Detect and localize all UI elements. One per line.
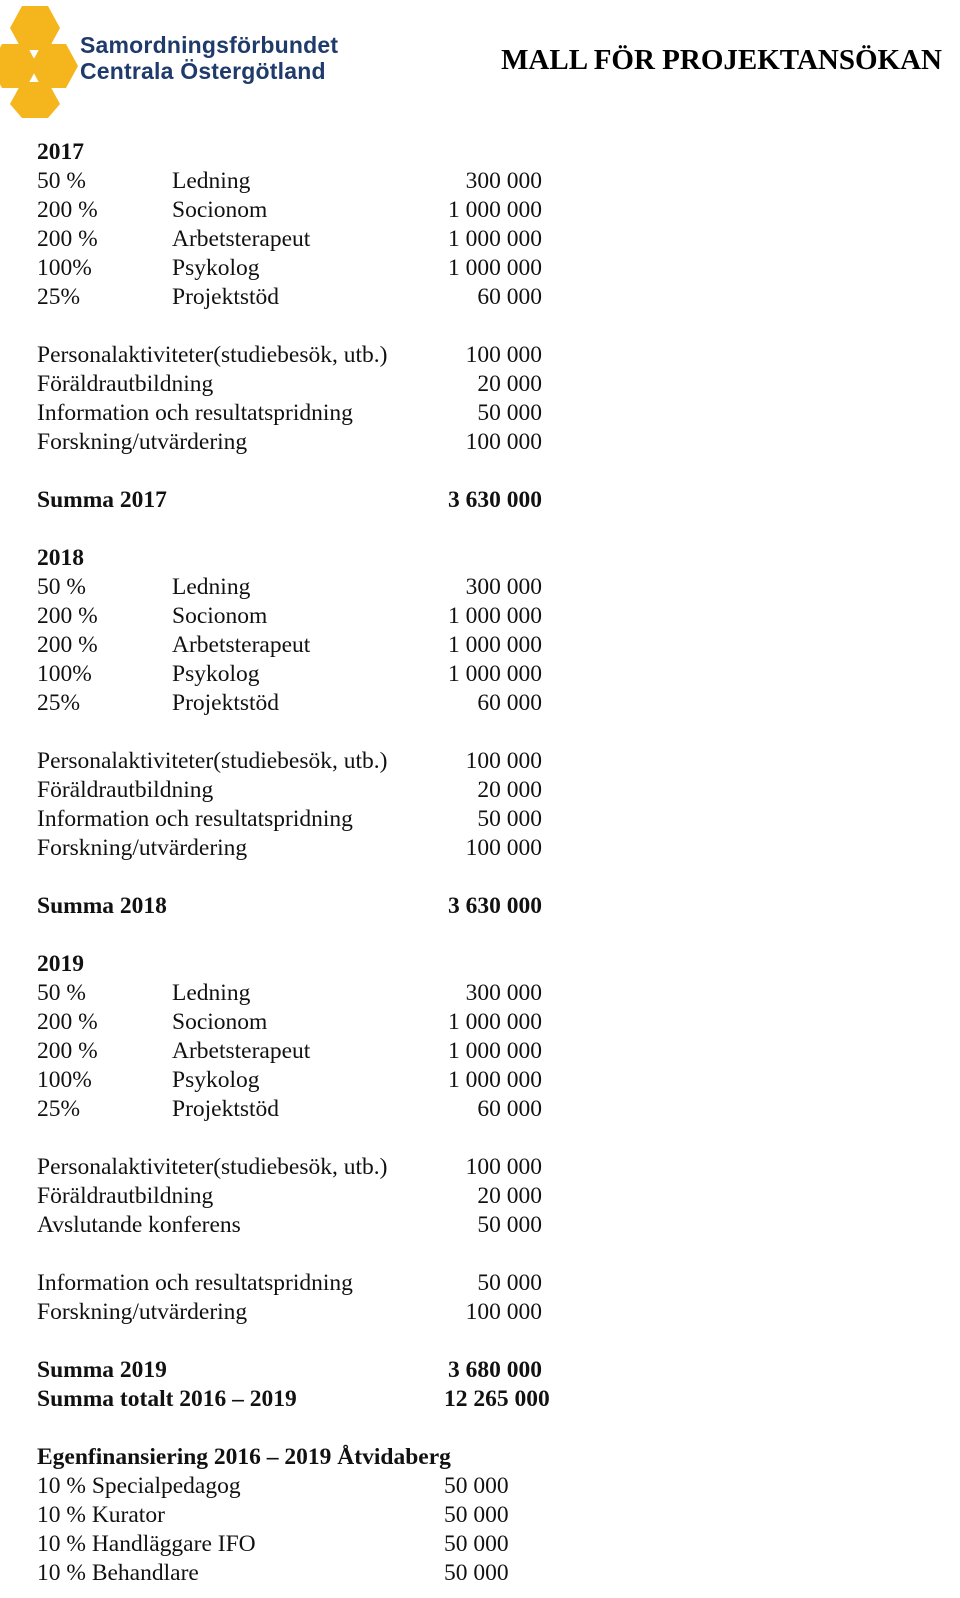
cost-row <box>37 1269 637 1298</box>
staff-percent: 25% <box>37 690 81 716</box>
cost-amount: 20 000 <box>477 777 542 803</box>
staff-amount: 60 000 <box>477 690 542 716</box>
staff-amount: 1 000 000 <box>448 255 542 281</box>
self-financing-row <box>37 1530 637 1559</box>
cost-amount: 50 000 <box>477 1212 542 1238</box>
staff-amount: 1 000 000 <box>448 1067 542 1093</box>
year-sum-row <box>37 892 637 921</box>
staff-role: Ledning <box>172 574 251 600</box>
self-financing-heading: Egenfinansiering 2016 – 2019 Åtvidaberg <box>37 1444 451 1470</box>
staff-amount: 1 000 000 <box>448 1009 542 1035</box>
cost-row <box>37 1298 637 1327</box>
cost-label: Föräldrautbildning <box>37 1183 214 1209</box>
cost-label: Forskning/utvärdering <box>37 1299 248 1325</box>
spacer <box>37 1240 637 1269</box>
page-header <box>0 0 960 130</box>
cost-amount: 100 000 <box>465 835 542 861</box>
sum-label: Summa 2019 <box>37 1357 167 1383</box>
staff-role: Socionom <box>172 1009 268 1035</box>
cost-label: Personalaktiviteter(studiebesök, utb.) <box>37 748 388 774</box>
cost-row <box>37 341 637 370</box>
cost-row <box>37 776 637 805</box>
staff-percent: 100% <box>37 661 92 687</box>
staff-amount: 300 000 <box>465 574 542 600</box>
self-financing-row <box>37 1559 637 1588</box>
cost-label: Information och resultatspridning <box>37 400 353 426</box>
logo-line-2: Centrala Östergötland <box>80 58 326 84</box>
sum-label: Summa 2018 <box>37 893 167 919</box>
cost-amount: 100 000 <box>465 1154 542 1180</box>
cost-row <box>37 370 637 399</box>
staff-percent: 200 % <box>37 1009 98 1035</box>
cost-amount: 50 000 <box>477 1270 542 1296</box>
staff-role: Projektstöd <box>172 1096 280 1122</box>
spacer <box>37 718 637 747</box>
staff-percent: 200 % <box>37 1038 98 1064</box>
spacer <box>37 921 637 950</box>
total-amount: 12 265 000 <box>444 1386 550 1412</box>
staff-row <box>37 167 637 196</box>
logo-wordmark <box>80 32 338 84</box>
staff-row <box>37 979 637 1008</box>
cost-row <box>37 747 637 776</box>
cost-amount: 20 000 <box>477 1183 542 1209</box>
spacer <box>37 515 637 544</box>
staff-percent: 200 % <box>37 226 98 252</box>
staff-amount: 1 000 000 <box>448 632 542 658</box>
staff-row <box>37 254 637 283</box>
spacer <box>37 1327 637 1356</box>
staff-role: Arbetsterapeut <box>172 226 311 252</box>
staff-row <box>37 1066 637 1095</box>
self-financing-label: 10 % Specialpedagog <box>37 1473 241 1499</box>
staff-role: Projektstöd <box>172 690 280 716</box>
staff-percent: 50 % <box>37 980 86 1006</box>
self-financing-amount: 50 000 <box>444 1560 509 1586</box>
staff-amount: 300 000 <box>465 168 542 194</box>
cost-amount: 100 000 <box>465 1299 542 1325</box>
staff-row <box>37 631 637 660</box>
staff-row <box>37 573 637 602</box>
spacer <box>37 457 637 486</box>
staff-role: Projektstöd <box>172 284 280 310</box>
sum-amount: 3 630 000 <box>448 893 542 919</box>
cost-label: Information och resultatspridning <box>37 1270 353 1296</box>
self-financing-label: 10 % Handläggare IFO <box>37 1531 256 1557</box>
self-financing-row <box>37 1501 637 1530</box>
spacer <box>37 1414 637 1443</box>
staff-amount: 60 000 <box>477 1096 542 1122</box>
staff-percent: 200 % <box>37 197 98 223</box>
spacer <box>37 863 637 892</box>
cost-label: Information och resultatspridning <box>37 806 353 832</box>
sum-amount: 3 680 000 <box>448 1357 542 1383</box>
year-sum-row <box>37 486 637 515</box>
staff-percent: 200 % <box>37 603 98 629</box>
self-financing-label: 10 % Kurator <box>37 1502 165 1528</box>
cost-label: Forskning/utvärdering <box>37 429 248 455</box>
document-title: MALL FÖR PROJEKTANSÖKAN <box>501 44 942 76</box>
self-financing-amount: 50 000 <box>444 1473 509 1499</box>
staff-role: Ledning <box>172 168 251 194</box>
year-heading: 2019 <box>37 951 84 977</box>
cost-row <box>37 805 637 834</box>
cost-amount: 50 000 <box>477 806 542 832</box>
staff-row <box>37 225 637 254</box>
staff-row <box>37 1008 637 1037</box>
logo-line-1: Samordningsförbundet <box>80 32 339 58</box>
staff-percent: 100% <box>37 255 92 281</box>
cost-row <box>37 399 637 428</box>
staff-role: Arbetsterapeut <box>172 1038 311 1064</box>
year-heading: 2017 <box>37 139 84 165</box>
sum-amount: 3 630 000 <box>448 487 542 513</box>
cost-row <box>37 428 637 457</box>
staff-row <box>37 196 637 225</box>
cost-row <box>37 1211 637 1240</box>
cost-label: Avslutande konferens <box>37 1212 241 1238</box>
spacer <box>37 1124 637 1153</box>
staff-percent: 50 % <box>37 574 86 600</box>
staff-role: Socionom <box>172 603 268 629</box>
year-sum-row <box>37 1356 637 1385</box>
total-label: Summa totalt 2016 – 2019 <box>37 1386 297 1412</box>
self-financing-amount: 50 000 <box>444 1531 509 1557</box>
cost-amount: 20 000 <box>477 371 542 397</box>
staff-role: Psykolog <box>172 255 260 281</box>
year-heading: 2018 <box>37 545 84 571</box>
total-sum-row <box>37 1385 637 1414</box>
staff-amount: 1 000 000 <box>448 661 542 687</box>
self-financing-row <box>37 1472 637 1501</box>
staff-row <box>37 660 637 689</box>
staff-row <box>37 1037 637 1066</box>
staff-percent: 25% <box>37 1096 81 1122</box>
cost-label: Personalaktiviteter(studiebesök, utb.) <box>37 342 388 368</box>
staff-percent: 50 % <box>37 168 86 194</box>
staff-row <box>37 689 637 718</box>
staff-row <box>37 1095 637 1124</box>
staff-role: Socionom <box>172 197 268 223</box>
cost-row <box>37 1153 637 1182</box>
sum-label: Summa 2017 <box>37 487 167 513</box>
staff-amount: 300 000 <box>465 980 542 1006</box>
cost-row <box>37 1182 637 1211</box>
cost-row <box>37 834 637 863</box>
staff-amount: 1 000 000 <box>448 1038 542 1064</box>
cost-label: Föräldrautbildning <box>37 371 214 397</box>
staff-amount: 1 000 000 <box>448 226 542 252</box>
staff-role: Psykolog <box>172 661 260 687</box>
cost-label: Föräldrautbildning <box>37 777 214 803</box>
staff-amount: 1 000 000 <box>448 197 542 223</box>
staff-row <box>37 602 637 631</box>
staff-role: Psykolog <box>172 1067 260 1093</box>
cost-amount: 100 000 <box>465 342 542 368</box>
staff-row <box>37 283 637 312</box>
staff-role: Ledning <box>172 980 251 1006</box>
cost-amount: 100 000 <box>465 429 542 455</box>
budget-content <box>37 138 637 1588</box>
cost-amount: 100 000 <box>465 748 542 774</box>
staff-percent: 100% <box>37 1067 92 1093</box>
cost-amount: 50 000 <box>477 400 542 426</box>
staff-amount: 1 000 000 <box>448 603 542 629</box>
self-financing-amount: 50 000 <box>444 1502 509 1528</box>
self-financing-label: 10 % Behandlare <box>37 1560 199 1586</box>
spacer <box>37 312 637 341</box>
staff-percent: 25% <box>37 284 81 310</box>
staff-role: Arbetsterapeut <box>172 632 311 658</box>
staff-amount: 60 000 <box>477 284 542 310</box>
cost-label: Forskning/utvärdering <box>37 835 248 861</box>
logo-hexagon-icon <box>0 0 80 120</box>
staff-percent: 200 % <box>37 632 98 658</box>
cost-label: Personalaktiviteter(studiebesök, utb.) <box>37 1154 388 1180</box>
